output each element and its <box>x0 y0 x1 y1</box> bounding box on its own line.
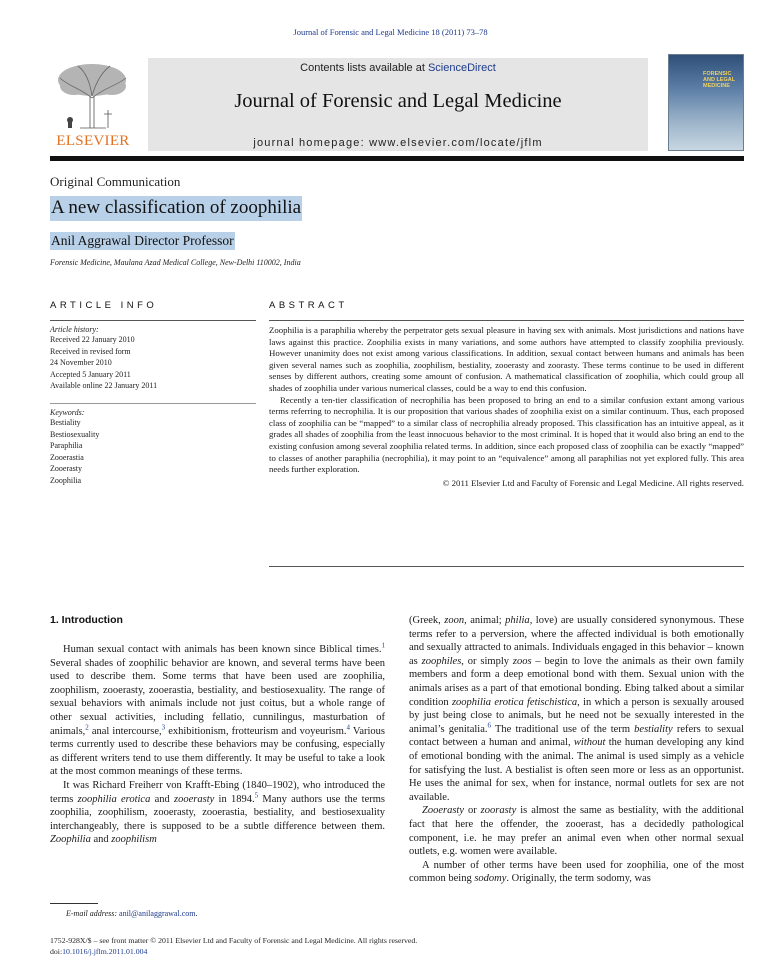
author-email-footnote: E-mail address: anil@anilaggrawal.com. <box>66 909 198 918</box>
body-paragraph: Zooerasty or zoorasty is almost the same as bestiality, with the additional fact that here the offender, the zooerast, has a decidedly pathological component, i.e. he may prefer an animal even when other normal sexual outlets, e.g. women were available. <box>409 805 744 858</box>
history-line: Received 22 January 2010 <box>50 335 135 344</box>
journal-title: Journal of Forensic and Legal Medicine <box>234 90 562 112</box>
abstract-heading: ABSTRACT <box>269 300 348 311</box>
history-line: Available online 22 January 2011 <box>50 381 158 390</box>
abstract-rule-top <box>269 320 744 321</box>
body-paragraph: A number of other terms have been used for zoophilia, one of the most common being sodomy. Originally, the term sodomy, was <box>409 859 744 885</box>
body-column-right <box>409 614 744 886</box>
footnote-rule <box>50 903 98 904</box>
keyword: Bestiosexuality <box>50 429 100 439</box>
author-email-link[interactable]: anil@anilaggrawal.com <box>119 909 196 918</box>
reference-link[interactable]: 6 <box>487 721 492 730</box>
abstract-copyright: © 2011 Elsevier Ltd and Faculty of Forensic and Legal Medicine. All rights reserved. <box>442 477 744 488</box>
abstract-paragraph: Zoophilia is a paraphilia whereby the perpetrator gets sexual pleasure in having sex with animals. Most jurisdictions and nations have laws against this practice. Zoophilia exists in many variations, and some authors have attempted to classify zoophilia previously. However unanimity does not exist among various classifications. In addition, sexual contact between humans and animals has been given several names such as zoophilia, zoophilism, bestiality, zooerasty and zoorasty. These terms continue to be used in different senses by different authors, creating some amount of confusion. A mathematical classification of zoophilia, which could group all shades of zoophilia under various numerical classes, could be a way to end this confusion. <box>269 325 744 393</box>
elsevier-tree-icon <box>50 58 136 132</box>
history-line: 24 November 2010 <box>50 358 112 367</box>
keyword: Paraphilia <box>50 441 83 450</box>
elsevier-logo[interactable] <box>50 58 136 150</box>
keyword: Zooerastia <box>50 452 84 462</box>
abstract-paragraph: Recently a ten-tier classification of necrophilia has been proposed to bring an end to a similar confusion extant among various terms referring to necrophilia. It is our proposition that various shades of zoophilia exist on a similar continuum. Thus, each proposed class of zoophilia can be “mapped” to a similar class of necrophilia already proposed. This classification has an intuitive appeal, as it grades all shades of zoophilia from the least innocuous behavior to the most criminal. It is hoped that it would also bring an end to the existing confusion among several zoophilia related terms. In addition, since each proposed class of zoophilia can be exactly “mapped” to classes of another paraphilia (necrophilia), it may point to an “equivalence” among all paraphilias not yet explored fully. This area needs further exploration. <box>269 394 744 475</box>
article-title: A new classification of zoophilia <box>50 196 302 221</box>
body-column-left <box>50 643 385 847</box>
contents-prefix: Contents lists available at <box>300 62 428 74</box>
section-heading-introduction: 1. Introduction <box>50 614 123 626</box>
reference-link[interactable]: 2 <box>85 723 89 732</box>
reference-link[interactable]: 3 <box>161 723 166 732</box>
journal-reference[interactable]: Journal of Forensic and Legal Medicine 18 (2011) 73–78 <box>293 27 488 37</box>
header-rule <box>50 156 744 161</box>
author-affiliation: Forensic Medicine, Maulana Azad Medical College, New-Delhi 110002, India <box>50 258 301 267</box>
keyword: Zoophilia <box>50 475 82 485</box>
history-line: Received in revised form <box>50 346 131 356</box>
issn-line: 1752-928X/$ – see front matter © 2011 Elsevier Ltd and Faculty of Forensic and Legal Medicine. All rights reserved. <box>50 936 418 945</box>
keywords-rule <box>50 403 256 404</box>
journal-cover-image[interactable] <box>668 54 744 151</box>
reference-link[interactable]: 1 <box>381 641 385 650</box>
keyword: Zooerasty <box>50 464 82 473</box>
keywords-label: Keywords: <box>50 408 85 417</box>
abstract-rule-bottom <box>269 566 744 567</box>
email-label: E-mail address: <box>66 909 118 918</box>
sciencedirect-link[interactable]: ScienceDirect <box>427 62 496 74</box>
keyword: Bestiality <box>50 418 81 427</box>
doi-link[interactable]: 10.1016/j.jflm.2011.01.004 <box>62 947 148 956</box>
history-line: Accepted 5 January 2011 <box>50 369 131 379</box>
doi-line: doi:10.1016/j.jflm.2011.01.004 <box>50 947 148 956</box>
body-paragraph: Human sexual contact with animals has been known since Biblical times.$^1$ Several shades of zoophilic behavior are known, and several terms have been used to describe them. Some terms that have been used are zoophilia, zoophilism, zooerasty, zooerastia, bestiality, and bestiosexuality. The range of sexual behaviors with animals include not just coitus, but a whole range of other sexual activities, including fellatio, cunnilingus, masturbation of animals,$^2$ anal intercourse,$^3$ exhibitionism, frotteurism and voyeurism.$^4$ Various terms currently used to describe these behaviors may be confusing, especially as different writers tend to use them differently. It may be useful to take a look at the most common meanings of these terms. <box>50 641 385 778</box>
contents-line <box>148 62 648 74</box>
keywords-block <box>50 408 256 486</box>
reference-link[interactable]: 5 <box>254 791 259 800</box>
article-info-rule <box>50 320 256 321</box>
article-type: Original Communication <box>50 174 181 189</box>
article-history <box>50 325 256 392</box>
article-author[interactable]: Anil Aggrawal Director Professor <box>51 233 234 248</box>
cover-title: FORENSIC AND LEGAL MEDICINE <box>703 71 735 89</box>
reference-link[interactable]: 4 <box>346 723 351 732</box>
body-paragraph: It was Richard Freiherr von Krafft-Ebing (1840–1902), who introduced the terms zoophilia erotica and zooerasty in 1894.$^5$ Many authors use the terms zoophilia, zoophilism, zooerasty, zooerastia, bestiality, and bestiosexuality interchangeably, there is supposed to be a subtle difference between them. Zoophilia and zoophilism <box>50 779 386 846</box>
abstract-body <box>269 325 744 489</box>
journal-homepage[interactable]: journal homepage: www.elsevier.com/locate/jflm <box>253 137 543 149</box>
elsevier-wordmark: ELSEVIER <box>56 133 130 149</box>
history-label: Article history: <box>50 325 99 334</box>
page-footer <box>50 935 417 957</box>
body-paragraph: (Greek, zoon, animal; philia, love) are usually considered synonymous. These terms refer to a perversion, where the affected individual is both emotionally and sexually attracted to animals. Individuals engaged in this behavior – known as zoophiles, or simply zoos – begin to love the animals as their own family members and form a deep emotional bond with them. Sexual union with the animals arises as a part of that emotional bonding. Ebing talked about a similar condition zoophilia erotica fetischistica, in which a person is sexually aroused by just being close to animals, but he need not be sexually interested in the animal’s genitalia.$^6$ The traditional use of the term bestiality refers to sexual contact between a human and animal, without the human developing any kind of emotional bonding with the animal. The animal is used simply as a vehicle for satisfying the lust. A bestialist is often seen more or less as an opportunist. He uses the animal for sex, when for instance, normal outlets for sex are not available. <box>409 615 745 803</box>
article-info-heading: ARTICLE INFO <box>50 300 158 311</box>
